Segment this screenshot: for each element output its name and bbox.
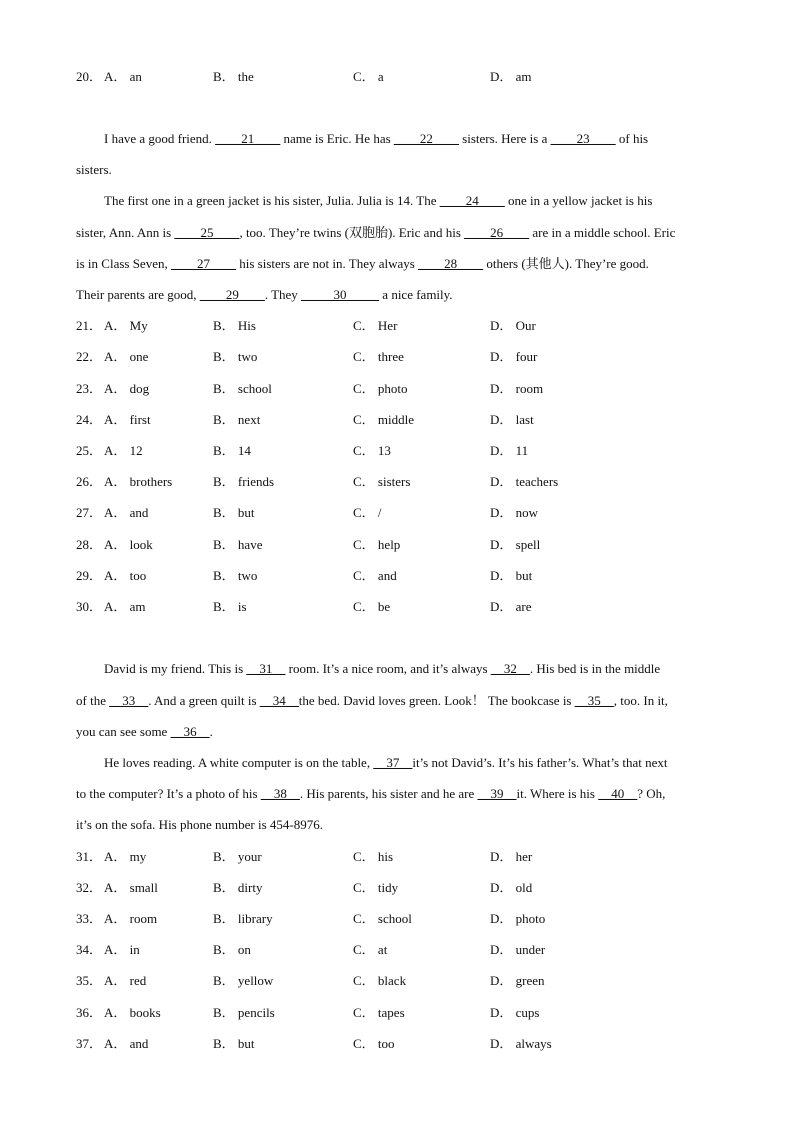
question-number: 25． <box>76 443 103 458</box>
question-34 <box>76 942 716 958</box>
option-a[interactable]: A． My <box>104 318 148 333</box>
question-number: 22． <box>76 349 103 364</box>
question-number: 29． <box>76 568 103 583</box>
passage1-line-5: is in Class Seven, ____27____ his sisters are not in. They always ____28____ others (其他人). They’re good. <box>76 256 649 271</box>
question-23 <box>76 381 716 397</box>
question-number: 28． <box>76 537 103 552</box>
option-b[interactable]: B． library <box>213 911 273 926</box>
option-b[interactable]: B． but <box>213 505 255 520</box>
option-a[interactable]: A． my <box>104 849 147 864</box>
blank-35: __35__ <box>574 693 614 708</box>
option-d[interactable]: D． now <box>490 505 539 520</box>
option-d[interactable]: D． photo <box>490 911 546 926</box>
option-d[interactable]: D． are <box>490 599 532 614</box>
option-a[interactable]: A． first <box>104 412 151 427</box>
option-b[interactable]: B． pencils <box>213 1005 275 1020</box>
option-b[interactable]: B． is <box>213 599 247 614</box>
question-37 <box>76 1036 716 1052</box>
blank-38: __38__ <box>260 786 300 801</box>
option-a[interactable]: A． and <box>104 505 149 520</box>
option-d[interactable]: D． spell <box>490 537 541 552</box>
option-a[interactable]: A． am <box>104 599 146 614</box>
option-c[interactable]: C． a <box>353 69 384 84</box>
option-d[interactable]: D． Our <box>490 318 536 333</box>
question-36 <box>76 1005 716 1021</box>
blank-27: ____27____ <box>170 256 236 271</box>
option-a[interactable]: A． an <box>104 69 142 84</box>
blank-33: __33__ <box>109 693 149 708</box>
blank-28: ____28____ <box>418 256 484 271</box>
option-a[interactable]: A． 12 <box>104 443 143 458</box>
question-number: 35． <box>76 973 103 988</box>
option-a[interactable]: A． books <box>104 1005 161 1020</box>
option-c[interactable]: C． school <box>353 911 412 926</box>
option-a[interactable]: A． look <box>104 537 153 552</box>
option-c[interactable]: C． tapes <box>353 1005 405 1020</box>
question-33 <box>76 911 716 927</box>
option-a[interactable]: A． too <box>104 568 147 583</box>
blank-30: _____30_____ <box>301 287 380 302</box>
passage2-line-6: it’s on the sofa. His phone number is 454-8976. <box>76 817 323 832</box>
question-number: 31． <box>76 849 103 864</box>
blank-23: ____23____ <box>550 131 616 146</box>
question-number: 32． <box>76 880 103 895</box>
option-a[interactable]: A． and <box>104 1036 149 1051</box>
option-b[interactable]: B． have <box>213 537 263 552</box>
option-a[interactable]: A． one <box>104 349 149 364</box>
option-d[interactable]: D． cups <box>490 1005 540 1020</box>
option-d[interactable]: D． always <box>490 1036 552 1051</box>
question-30 <box>76 599 716 615</box>
option-c[interactable]: C． tidy <box>353 880 399 895</box>
blank-21: ____21____ <box>215 131 281 146</box>
option-c[interactable]: C． 13 <box>353 443 391 458</box>
option-d[interactable]: D． 11 <box>490 443 529 458</box>
question-27 <box>76 505 716 521</box>
question-28 <box>76 537 716 553</box>
option-c[interactable]: C． his <box>353 849 394 864</box>
option-d[interactable]: D． but <box>490 568 533 583</box>
option-b[interactable]: B． His <box>213 318 256 333</box>
blank-32: __32__ <box>490 661 530 676</box>
option-b[interactable]: B． two <box>213 349 258 364</box>
option-c[interactable]: C． too <box>353 1036 395 1051</box>
question-number: 21． <box>76 318 103 333</box>
blank-31: __31__ <box>246 661 286 676</box>
option-c[interactable]: C． at <box>353 942 388 957</box>
passage2-line-1: David is my friend. This is __31__ room. It’s a nice room, and it’s always __32__. His bed is in the middle <box>104 661 661 676</box>
blank-37: __37__ <box>373 755 413 770</box>
option-d[interactable]: D． am <box>490 69 532 84</box>
question-number: 34． <box>76 942 103 957</box>
option-a[interactable]: A． small <box>104 880 158 895</box>
blank-29: ____29____ <box>199 287 265 302</box>
passage1-line-4: sister, Ann. Ann is ____25____, too. They’re twins (双胞胎). Eric and his ____26____ are in a middle school. Eric <box>76 225 676 240</box>
question-21 <box>76 318 716 334</box>
option-a[interactable]: A． brothers <box>104 474 173 489</box>
passage2-line-5: to the computer? It’s a photo of his __38__. His parents, his sister and he are __39__it. Where is his __40__? Oh, <box>76 786 666 801</box>
blank-39: __39__ <box>477 786 517 801</box>
option-c[interactable]: C． Her <box>353 318 398 333</box>
passage1-line-3: The first one in a green jacket is his sister, Julia. Julia is 14. The ____24____ one in a yellow jacket is his <box>104 193 653 208</box>
option-c[interactable]: C． middle <box>353 412 415 427</box>
question-25 <box>76 443 716 459</box>
blank-22: ____22____ <box>393 131 459 146</box>
question-number: 30． <box>76 599 103 614</box>
question-29 <box>76 568 716 584</box>
question-24 <box>76 412 716 428</box>
option-a[interactable]: A． room <box>104 911 158 926</box>
option-d[interactable]: D． teachers <box>490 474 559 489</box>
question-20 <box>76 69 716 85</box>
option-c[interactable]: C． / <box>353 505 382 520</box>
question-number: 23． <box>76 381 103 396</box>
option-b[interactable]: B． school <box>213 381 272 396</box>
question-number: 36． <box>76 1005 103 1020</box>
option-a[interactable]: A． dog <box>104 381 150 396</box>
question-number: 33． <box>76 911 103 926</box>
blank-40: __40__ <box>598 786 638 801</box>
passage2-line-3: you can see some __36__. <box>76 724 213 739</box>
option-b[interactable]: B． on <box>213 942 251 957</box>
option-d[interactable]: D． under <box>490 942 546 957</box>
question-26 <box>76 474 716 490</box>
option-c[interactable]: C． and <box>353 568 397 583</box>
question-number: 37． <box>76 1036 103 1051</box>
passage1-line-1: I have a good friend. ____21____ name is Eric. He has ____22____ sisters. Here is a ____23____ of his <box>104 131 649 146</box>
blank-36: __36__ <box>170 724 210 739</box>
question-35 <box>76 973 716 989</box>
option-d[interactable]: D． green <box>490 973 545 988</box>
option-b[interactable]: B． next <box>213 412 261 427</box>
blank-24: ____24____ <box>439 193 505 208</box>
question-number: 24． <box>76 412 103 427</box>
option-b[interactable]: B． but <box>213 1036 255 1051</box>
option-c[interactable]: C． photo <box>353 381 408 396</box>
question-number: 27． <box>76 505 103 520</box>
option-b[interactable]: B． yellow <box>213 973 274 988</box>
option-c[interactable]: C． be <box>353 599 391 614</box>
option-b[interactable]: B． your <box>213 849 262 864</box>
passage1-line-2: sisters. <box>76 162 112 177</box>
option-b[interactable]: B． two <box>213 568 258 583</box>
option-b[interactable]: B． 14 <box>213 443 251 458</box>
option-d[interactable]: D． last <box>490 412 534 427</box>
passage2-line-2: of the __33__. And a green quilt is __34__the bed. David loves green. Look！ The bookcase is __35__, too. In it, <box>76 693 668 708</box>
question-32 <box>76 880 716 896</box>
question-31 <box>76 849 716 865</box>
passage2-line-4: He loves reading. A white computer is on the table, __37__it’s not David’s. It’s his father’s. What’s that next <box>104 755 668 770</box>
option-c[interactable]: C． help <box>353 537 401 552</box>
option-d[interactable]: D． room <box>490 381 544 396</box>
blank-25: ____25____ <box>174 225 240 240</box>
option-d[interactable]: D． old <box>490 880 533 895</box>
blank-34: __34__ <box>259 693 299 708</box>
passage1-line-6: Their parents are good, ____29____. They _____30_____ a nice family. <box>76 287 453 302</box>
question-number: 20． <box>76 69 103 84</box>
blank-26: ____26____ <box>464 225 530 240</box>
question-22 <box>76 349 716 365</box>
option-d[interactable]: D． her <box>490 849 533 864</box>
option-b[interactable]: B． dirty <box>213 880 263 895</box>
option-d[interactable]: D． four <box>490 349 538 364</box>
option-a[interactable]: A． red <box>104 973 147 988</box>
option-b[interactable]: B． friends <box>213 474 275 489</box>
option-c[interactable]: C． black <box>353 973 407 988</box>
question-number: 26． <box>76 474 103 489</box>
option-c[interactable]: C． sisters <box>353 474 411 489</box>
option-a[interactable]: A． in <box>104 942 140 957</box>
option-b[interactable]: B． the <box>213 69 254 84</box>
option-c[interactable]: C． three <box>353 349 404 364</box>
